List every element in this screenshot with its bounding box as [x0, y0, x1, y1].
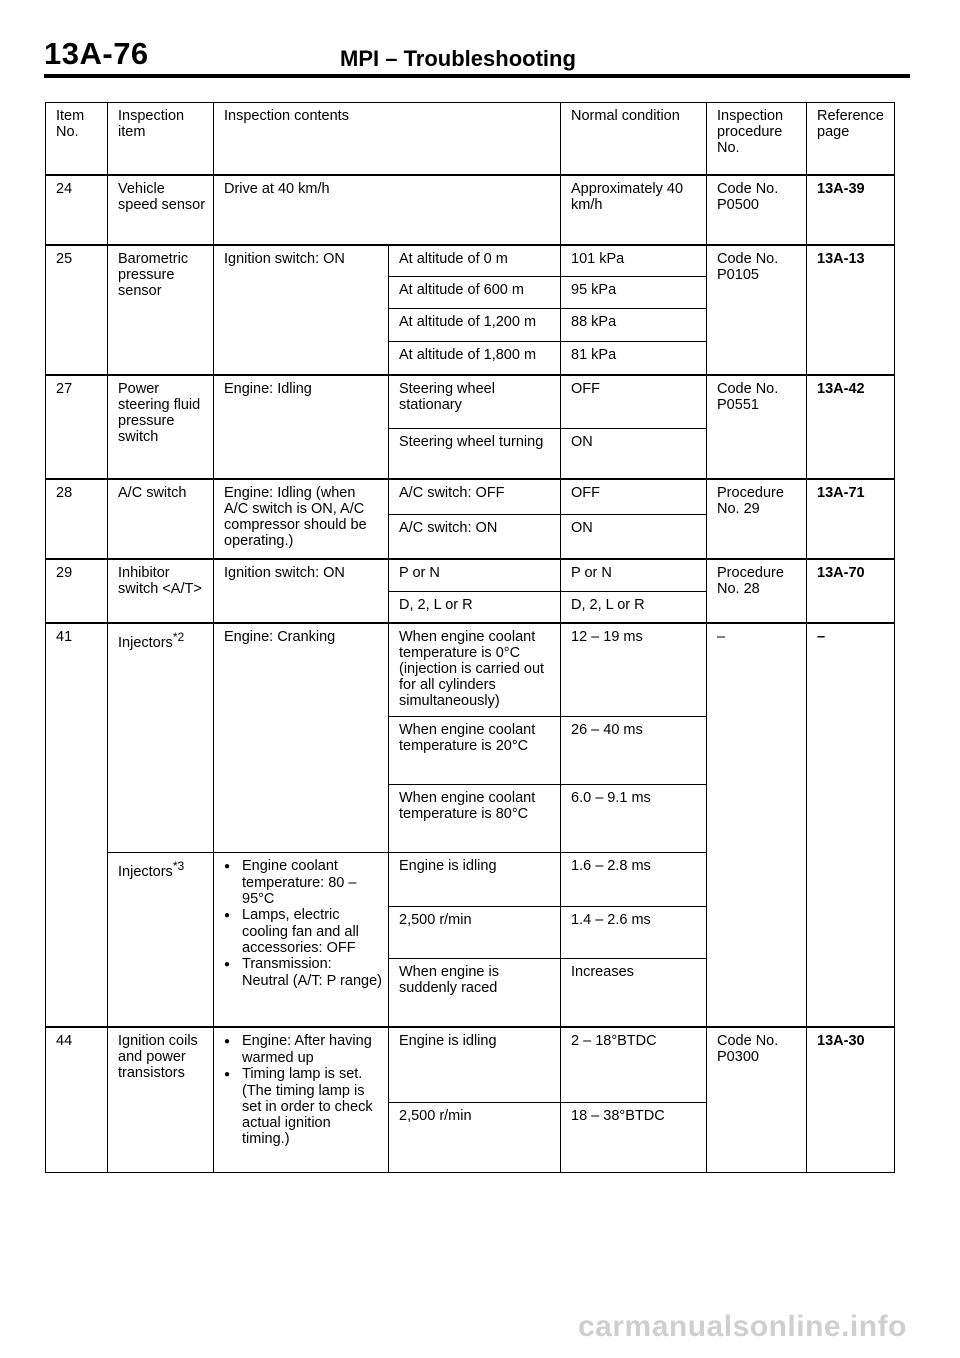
- inspection-procedure: Code No. P0300: [707, 1027, 807, 1173]
- table-row: [46, 375, 895, 429]
- reference-page: 13A-70: [807, 559, 895, 623]
- sub-condition: A/C switch: OFF: [389, 479, 561, 515]
- header-inspection-procedure: Inspection procedure No.: [707, 103, 807, 175]
- table-row: [46, 1027, 895, 1103]
- sub-condition: D, 2, L or R: [389, 592, 561, 623]
- sub-condition: When engine is suddenly raced: [389, 959, 561, 1027]
- page-title: MPI – Troubleshooting: [340, 46, 576, 71]
- normal-condition: P or N: [561, 559, 707, 592]
- inspection-procedure: Code No. P0105: [707, 245, 807, 375]
- inspection-item-label: Injectors: [118, 863, 173, 880]
- condition-bullet: ● Transmission: Neutral (A/T: P range): [224, 956, 382, 989]
- normal-condition: 18 – 38°BTDC: [561, 1103, 707, 1173]
- item-no: 29: [46, 559, 108, 623]
- normal-condition: 2 – 18°BTDC: [561, 1027, 707, 1103]
- sub-condition: At altitude of 0 m: [389, 245, 561, 277]
- sub-condition: Engine is idling: [389, 853, 561, 907]
- header-reference-page: Reference page: [807, 103, 895, 175]
- table-row: [46, 479, 895, 515]
- normal-condition: 12 – 19 ms: [561, 623, 707, 717]
- item-no: 24: [46, 175, 108, 245]
- inspection-contents: Drive at 40 km/h: [214, 175, 561, 245]
- condition-bullet: ● Engine coolant temperature: 80 – 95°C: [224, 858, 382, 907]
- inspection-item: [108, 623, 214, 853]
- item-no: 44: [46, 1027, 108, 1173]
- normal-condition: 1.4 – 2.6 ms: [561, 907, 707, 959]
- inspection-item: Power steering fluid pressure switch: [108, 375, 214, 479]
- normal-condition: OFF: [561, 375, 707, 429]
- normal-condition: 88 kPa: [561, 309, 707, 342]
- reference-page: 13A-39: [807, 175, 895, 245]
- table-row: [46, 623, 895, 717]
- normal-condition: ON: [561, 515, 707, 559]
- inspection-contents: Engine: Cranking: [214, 623, 389, 853]
- sub-condition: 2,500 r/min: [389, 1103, 561, 1173]
- normal-condition: OFF: [561, 479, 707, 515]
- inspection-item: Barometric pressure sensor: [108, 245, 214, 375]
- inspection-item: Ignition coils and power transistors: [108, 1027, 214, 1173]
- sub-condition: Steering wheel turning: [389, 429, 561, 479]
- sub-condition: Engine is idling: [389, 1027, 561, 1103]
- condition-bullet: ● Lamps, electric cooling fan and all accessories: OFF: [224, 907, 382, 956]
- footnote-marker: *2: [172, 629, 185, 644]
- inspection-contents: Ignition switch: ON: [214, 559, 389, 623]
- inspection-contents: Ignition switch: ON: [214, 245, 389, 375]
- normal-condition: 26 – 40 ms: [561, 717, 707, 785]
- inspection-item-label: Injectors: [118, 634, 173, 651]
- sub-condition: Steering wheel stationary: [389, 375, 561, 429]
- normal-condition: 101 kPa: [561, 245, 707, 277]
- reference-page: 13A-13: [807, 245, 895, 375]
- inspection-contents: [214, 853, 389, 1027]
- sub-condition: When engine coolant temperature is 0°C (injection is carried out for all cylinders simultaneously): [389, 623, 561, 717]
- reference-page: 13A-30: [807, 1027, 895, 1173]
- sub-condition: When engine coolant temperature is 20°C: [389, 717, 561, 785]
- normal-condition: 1.6 – 2.8 ms: [561, 853, 707, 907]
- inspection-contents: Engine: Idling (when A/C switch is ON, A/C compressor should be operating.): [214, 479, 389, 559]
- inspection-procedure: Code No. P0500: [707, 175, 807, 245]
- sub-condition: At altitude of 1,800 m: [389, 342, 561, 375]
- inspection-contents: [214, 1027, 389, 1173]
- condition-bullet: ● Timing lamp is set. (The timing lamp is set in order to check actual ignition timing.): [224, 1066, 382, 1147]
- table-row: [46, 175, 895, 245]
- table-row: [46, 245, 895, 277]
- inspection-procedure: –: [707, 623, 807, 1027]
- normal-condition: 81 kPa: [561, 342, 707, 375]
- item-no: 27: [46, 375, 108, 479]
- table-row: [46, 559, 895, 592]
- normal-condition: 6.0 – 9.1 ms: [561, 785, 707, 853]
- header-inspection-item: Inspection item: [108, 103, 214, 175]
- sub-condition: 2,500 r/min: [389, 907, 561, 959]
- sub-condition: At altitude of 1,200 m: [389, 309, 561, 342]
- item-no: 25: [46, 245, 108, 375]
- normal-condition: Approximately 40 km/h: [561, 175, 707, 245]
- page-header: [0, 0, 960, 80]
- watermark: carmanualsonline.info: [578, 1310, 907, 1343]
- inspection-item: [108, 853, 214, 1027]
- sub-condition: At altitude of 600 m: [389, 277, 561, 309]
- normal-condition: 95 kPa: [561, 277, 707, 309]
- sub-condition: When engine coolant temperature is 80°C: [389, 785, 561, 853]
- header-rule: [44, 74, 910, 78]
- item-no: 41: [46, 623, 108, 1027]
- sub-condition: A/C switch: ON: [389, 515, 561, 559]
- troubleshooting-table: [45, 102, 895, 1173]
- inspection-procedure: Procedure No. 29: [707, 479, 807, 559]
- condition-bullet: ● Engine: After having warmed up: [224, 1033, 382, 1066]
- inspection-contents: Engine: Idling: [214, 375, 389, 479]
- reference-page: 13A-71: [807, 479, 895, 559]
- header-inspection-contents: Inspection contents: [214, 103, 561, 175]
- reference-page: 13A-42: [807, 375, 895, 479]
- inspection-procedure: Code No. P0551: [707, 375, 807, 479]
- normal-condition: Increases: [561, 959, 707, 1027]
- inspection-item: Inhibitor switch <A/T>: [108, 559, 214, 623]
- page-number: 13A-76: [44, 36, 149, 71]
- normal-condition: D, 2, L or R: [561, 592, 707, 623]
- footnote-marker: *3: [172, 859, 185, 873]
- normal-condition: ON: [561, 429, 707, 479]
- reference-page: –: [807, 623, 895, 1027]
- table-header-row: [46, 103, 895, 175]
- inspection-item: Vehicle speed sensor: [108, 175, 214, 245]
- header-normal-condition: Normal condition: [561, 103, 707, 175]
- header-item-no: Item No.: [46, 103, 108, 175]
- sub-condition: P or N: [389, 559, 561, 592]
- item-no: 28: [46, 479, 108, 559]
- inspection-item: A/C switch: [108, 479, 214, 559]
- inspection-procedure: Procedure No. 28: [707, 559, 807, 623]
